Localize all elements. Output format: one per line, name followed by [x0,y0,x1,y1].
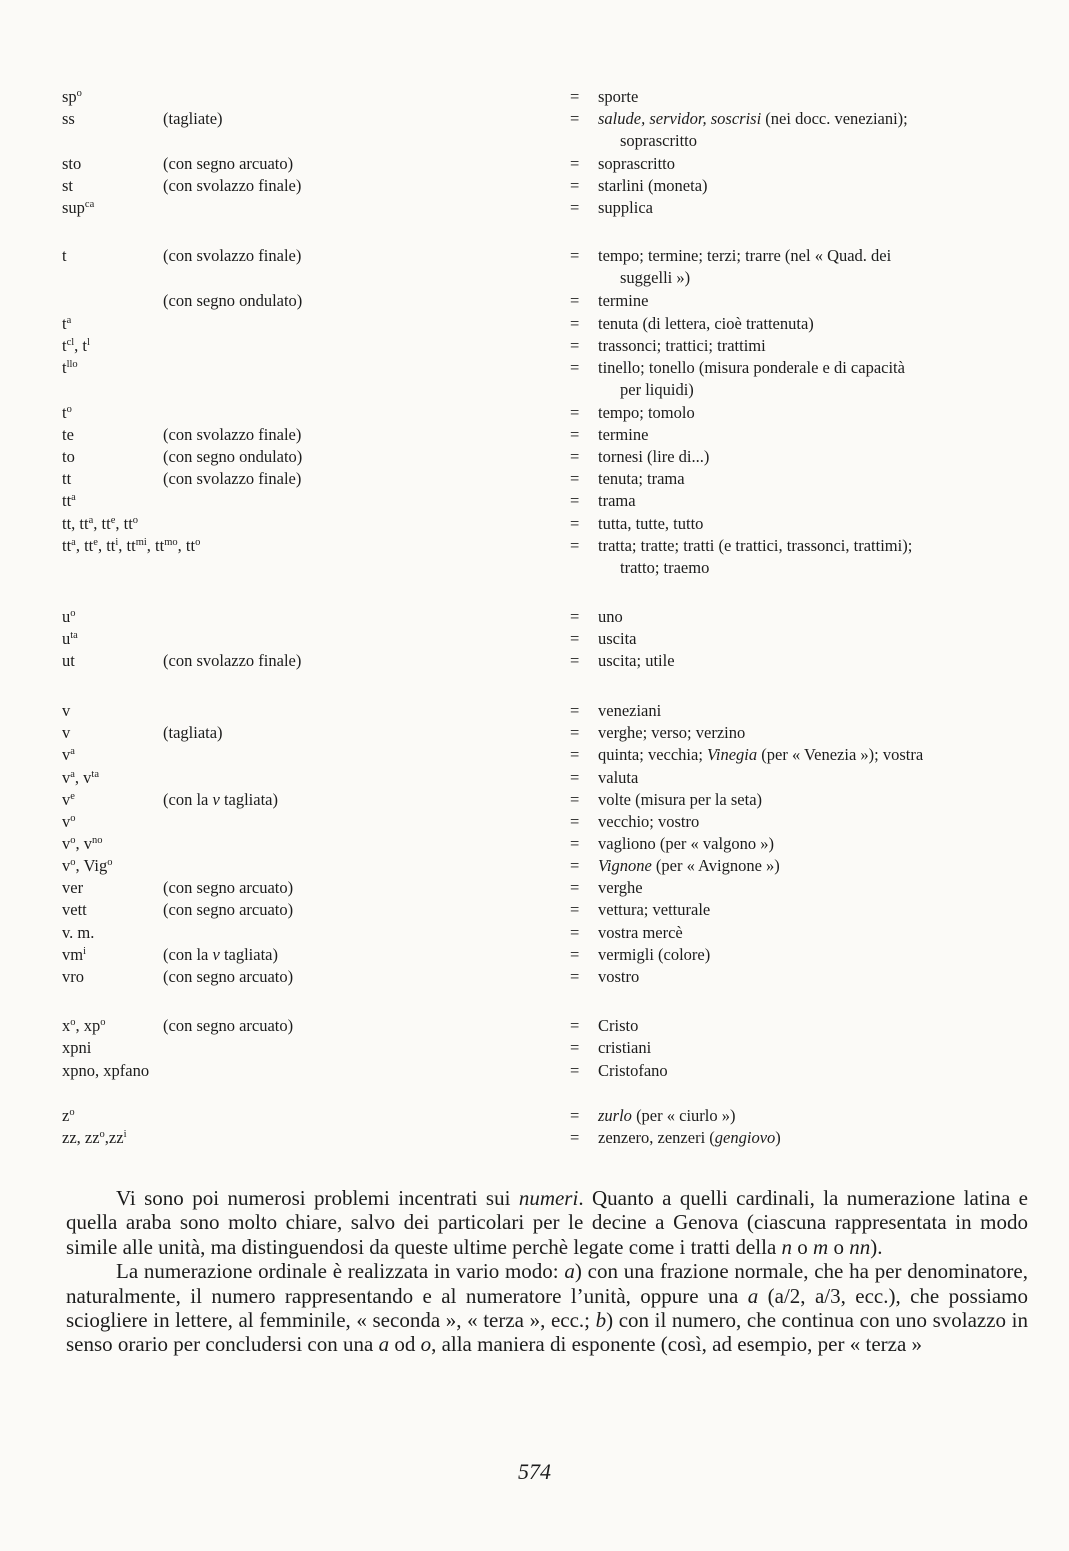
equals-sign: = [570,358,580,377]
abbreviation-meaning: sporte [598,87,639,106]
abbreviation: t [62,246,67,265]
abbreviation-note: (con segno ondulato) [163,291,303,310]
equals-sign: = [570,834,580,853]
equals-sign: = [570,447,580,466]
abbreviation: $tt^a$, $tt^e$, $tt^i$, $tt^{mi}$, $tt^{mo}$, $tt^o$ [62,536,201,555]
equals-sign: = [570,291,580,310]
abbreviation: $sp^o$ [62,87,82,106]
abbreviation-meaning: quinta; vecchia; Vinegia (per « Venezia »); vostra [598,745,924,764]
abbreviation: $tt^a$ [62,491,76,510]
equals-sign: = [570,176,580,195]
equals-sign: = [570,651,580,670]
abbreviation-note: (con segno arcuato) [163,154,294,173]
abbreviation: $z^o$ [62,1106,75,1125]
abbreviation: ut [62,651,75,670]
equals-sign: = [570,514,580,533]
abbreviation: vett [62,900,87,919]
abbreviation: v. m. [62,923,95,942]
equals-sign: = [570,945,580,964]
abbreviation: $t^a$ [62,314,72,333]
body-text [66,1186,1028,1357]
abbreviation: vro [62,967,84,986]
equals-sign: = [570,1038,580,1057]
abbreviation-meaning: vermigli (colore) [598,945,711,964]
abbreviation: $t^{cl}$, $t^l$ [62,336,90,355]
abbreviation-note: (con svolazzo finale) [163,176,302,195]
abbreviation-meaning: supplica [598,198,653,217]
abbreviation-meaning: vagliono (per « valgono ») [598,834,774,853]
abbreviation-note: (con segno arcuato) [163,1016,294,1035]
abbreviation: te [62,425,74,444]
paragraph-numbers-ordinal: La numerazione ordinale è realizzata in vario modo: a) con una frazione normale, che ha per denominatore, naturalmente, il numero rappresentando e al numeratore l’unità, oppure una a (a/2, a/3, ecc.), che possiamo sciogliere in lettere, al femminile, « seconda », « terza », ecc.; b) con il numero, che continua con uno svolazzo in senso orario per concludersi con una a od o, alla maniera di esponente (così, ad esempio, per « terza » [66,1259,1028,1357]
abbreviation: $x^o$, $xp^o$ [62,1016,106,1035]
abbreviation-meaning: Vignone (per « Avignone ») [598,856,780,875]
equals-sign: = [570,109,580,128]
abbreviation: tt, $tt^a$, $tt^e$, $tt^o$ [62,514,139,533]
abbreviation: $t^{llo}$ [62,358,78,377]
abbreviation-meaning: tinello; tonello (misura ponderale e di capacità per liquidi) [598,357,1026,401]
equals-sign: = [570,967,580,986]
abbreviation: $u^{ta}$ [62,629,78,648]
abbreviation-meaning: termine [598,291,649,310]
abbreviation-meaning: salude, servidor, soscrisi (nei docc. veneziani); soprascritto [598,108,1026,152]
abbreviation-meaning: uscita; utile [598,651,675,670]
equals-sign: = [570,1016,580,1035]
meaning-continuation: suggelli ») [620,268,691,287]
equals-sign: = [570,923,580,942]
equals-sign: = [570,469,580,488]
abbreviation-meaning: zurlo (per « ciurlo ») [598,1106,736,1125]
abbreviation-meaning: vostro [598,967,640,986]
abbreviation-note: (con la v tagliata) [163,790,278,809]
equals-sign: = [570,536,580,555]
meaning-continuation: soprascritto [620,131,697,150]
equals-sign: = [570,878,580,897]
abbreviation: sto [62,154,82,173]
abbreviation-meaning: soprascritto [598,154,675,173]
meaning-continuation: tratto; traemo [620,558,710,577]
equals-sign: = [570,607,580,626]
abbreviation-meaning: starlini (moneta) [598,176,708,195]
abbreviation-meaning: valuta [598,768,639,787]
abbreviation-note: (con segno arcuato) [163,900,294,919]
abbreviation: xpno, xpfano [62,1061,150,1080]
abbreviation-meaning: verghe; verso; verzino [598,723,746,742]
equals-sign: = [570,900,580,919]
abbreviation: to [62,447,75,466]
abbreviation-meaning: termine [598,425,649,444]
equals-sign: = [570,403,580,422]
abbreviation: $v^o$ [62,812,76,831]
abbreviation-note: (con svolazzo finale) [163,469,302,488]
equals-sign: = [570,723,580,742]
equals-sign: = [570,336,580,355]
abbreviation: st [62,176,74,195]
abbreviation-note: (con segno ondulato) [163,447,303,466]
abbreviation-meaning: Cristofano [598,1061,668,1080]
abbreviation: xpni [62,1038,92,1057]
abbreviation-note: (con svolazzo finale) [163,246,302,265]
abbreviation: ver [62,878,84,897]
abbreviation-meaning: trama [598,491,636,510]
equals-sign: = [570,856,580,875]
abbreviation-meaning: volte (misura per la seta) [598,790,763,809]
equals-sign: = [570,1128,580,1147]
page-number: 574 [518,1459,551,1484]
equals-sign: = [570,314,580,333]
abbreviation: $v^o$, Vig$^o$ [62,856,113,875]
abbreviation-meaning: zenzero, zenzeri (gengiovo) [598,1128,781,1147]
abbreviation-meaning: Cristo [598,1016,639,1035]
abbreviation-meaning: tenuta; trama [598,469,685,488]
abbreviation: $v^o$, $v^{no}$ [62,834,103,853]
abbreviation-meaning: tempo; tomolo [598,403,695,422]
abbreviation: tt [62,469,72,488]
abbreviation-note: (tagliata) [163,723,223,742]
equals-sign: = [570,1106,580,1125]
equals-sign: = [570,491,580,510]
abbreviation: $u^o$ [62,607,76,626]
equals-sign: = [570,87,580,106]
equals-sign: = [570,198,580,217]
abbreviation-meaning: cristiani [598,1038,652,1057]
abbreviation-note: (tagliate) [163,109,223,128]
abbreviation: $v^a$, $v^{ta}$ [62,768,99,787]
abbreviation-meaning: uno [598,607,623,626]
abbreviation-meaning: tenuta (di lettera, cioè trattenuta) [598,314,814,333]
abbreviation-meaning: verghe [598,878,643,897]
equals-sign: = [570,701,580,720]
abbreviation: $v^e$ [62,790,75,809]
paragraph-numbers-cardinal: Vi sono poi numerosi problemi incentrati sui numeri. Quanto a quelli cardinali, la numerazione latina e quella araba sono molto chiare, salvo dei particolari per le decine a Genova (ciascuna rappresentata in modo simile alle unità, ma distinguendosi da queste ultime perchè legate come i tratti della n o m o nn). [66,1186,1028,1259]
abbreviation: zz, $zz^o,zz^i$ [62,1128,127,1147]
abbreviation-note: (con la v tagliata) [163,945,278,964]
abbreviation-meaning: tutta, tutte, tutto [598,514,704,533]
abbreviation-meaning: trassonci; trattici; trattimi [598,336,766,355]
abbreviation-meaning: vettura; vetturale [598,900,711,919]
equals-sign: = [570,745,580,764]
equals-sign: = [570,1061,580,1080]
equals-sign: = [570,154,580,173]
abbreviation-note: (con svolazzo finale) [163,425,302,444]
abbreviation: $t^o$ [62,403,72,422]
abbreviation-meaning: tempo; termine; terzi; trarre (nel « Quad. dei suggelli ») [598,245,1026,289]
abbreviation: $v^a$ [62,745,75,764]
abbreviation-note: (con svolazzo finale) [163,651,302,670]
equals-sign: = [570,246,580,265]
abbreviation-meaning: tornesi (lire di...) [598,447,710,466]
abbreviation: v [62,701,71,720]
abbreviation-meaning: vostra mercè [598,923,683,942]
meaning-continuation: per liquidi) [620,380,694,399]
equals-sign: = [570,629,580,648]
equals-sign: = [570,812,580,831]
equals-sign: = [570,768,580,787]
abbreviation-meaning: tratta; tratte; tratti (e trattici, trassonci, trattimi); tratto; traemo [598,535,1026,579]
equals-sign: = [570,790,580,809]
abbreviation: sup$^{ca}$ [62,198,95,217]
abbreviation: ss [62,109,75,128]
abbreviation: $vm^i$ [62,945,87,964]
abbreviation-meaning: uscita [598,629,637,648]
abbreviation-note: (con segno arcuato) [163,878,294,897]
abbreviation-note: (con segno arcuato) [163,967,294,986]
abbreviation-meaning: veneziani [598,701,662,720]
abbreviation-meaning: vecchio; vostro [598,812,700,831]
equals-sign: = [570,425,580,444]
abbreviation: v [62,723,71,742]
